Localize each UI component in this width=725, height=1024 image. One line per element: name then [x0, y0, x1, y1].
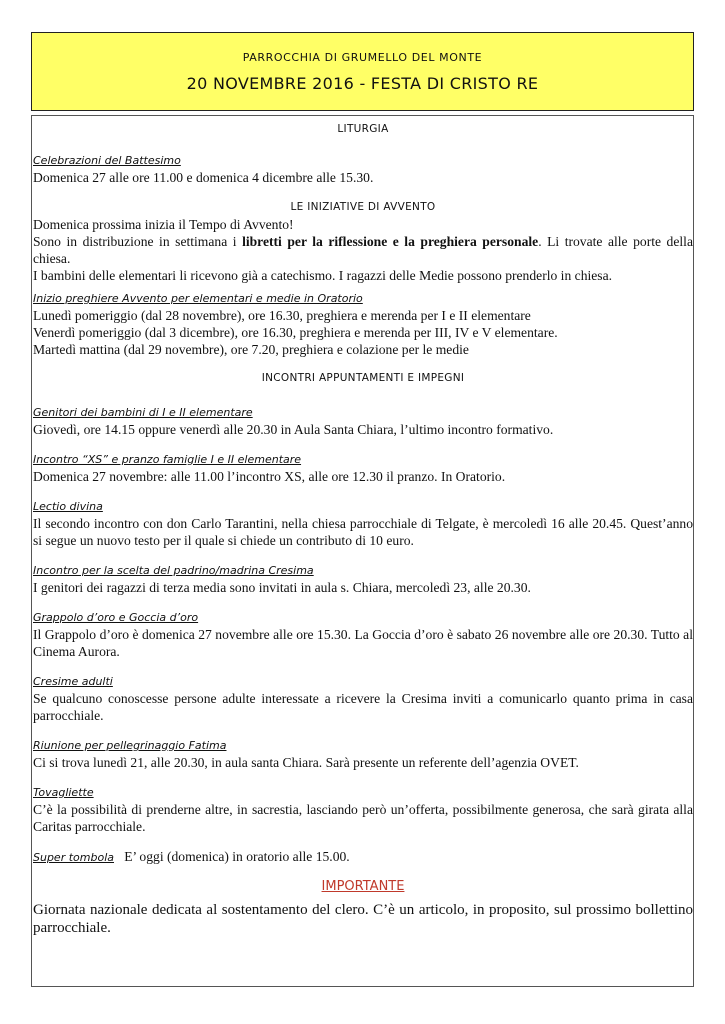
- tombola-line: [33, 848, 693, 866]
- heading-tovagliette: Tovagliette: [33, 786, 94, 799]
- heading-cresime: Cresime adulti: [33, 675, 113, 688]
- list-item: [33, 451, 693, 485]
- heading-grappolo: Grappolo d’oro e Goccia d’oro: [33, 611, 199, 624]
- text-importante: Giornata nazionale dedicata al sostentamento del clero. C’è un articolo, in proposito, sul prossimo bollettino parrocchiale.: [33, 902, 693, 936]
- text-avvento-2: Sono in distribuzione in settimana i libretti per la riflessione e la preghiera personale. Li trovate alle porte della chiesa.: [33, 234, 693, 266]
- list-item: [33, 609, 693, 660]
- list-item: [33, 404, 693, 438]
- heading-lectio: Lectio divina: [33, 500, 103, 513]
- heading-battesimo: Celebrazioni del Battesimo: [33, 154, 181, 167]
- text-padrino: I genitori dei ragazzi di terza media sono invitati in aula s. Chiara, mercoledì 23, alle 20.30.: [33, 580, 531, 595]
- heading-importante: IMPORTANTE: [321, 879, 405, 894]
- list-item: [33, 498, 693, 549]
- list-item: [33, 562, 693, 596]
- text-xs: Domenica 27 novembre: alle 11.00 l’incontro XS, alle ore 12.30 il pranzo. In Oratorio.: [33, 469, 506, 484]
- text-avvento-3: I bambini delle elementari li ricevono già a catechismo. I ragazzi delle Medie possono prenderlo in chiesa.: [33, 268, 613, 283]
- text-cresime: Se qualcuno conoscesse persone adulte interessate a ricevere la Cresima inviti a comunicarlo quanto prima in casa parrocchiale.: [33, 691, 693, 723]
- text-genitori: Giovedì, ore 14.15 oppure venerdì alle 20.30 in Aula Santa Chiara, l’ultimo incontro formativo.: [33, 422, 554, 437]
- text-tovagliette: C’è la possibilità di prenderne altre, in sacrestia, lasciando però un’offerta, possibilmente generosa, che sarà girata alla Caritas parrocchiale.: [33, 802, 693, 834]
- parish-name: PARROCCHIA DI GRUMELLO DEL MONTE: [242, 51, 483, 64]
- heading-preghiere: Inizio preghiere Avvento per elementari e medie in Oratorio: [33, 292, 363, 305]
- heading-fatima: Riunione per pellegrinaggio Fatima: [33, 739, 227, 752]
- section-avvento: LE INIZIATIVE DI AVVENTO: [290, 201, 436, 213]
- text-grappolo: Il Grappolo d’oro è domenica 27 novembre alle ore 15.30. La Goccia d’oro è sabato 26 novembre alle ore 20.30. Tutto al Cinema Aurora.: [33, 627, 693, 659]
- text-tombola: E’ oggi (domenica) in oratorio alle 15.00.: [124, 849, 350, 864]
- text-battesimo: Domenica 27 alle ore 11.00 e domenica 4 dicembre alle 15.30.: [33, 170, 374, 185]
- text-preghiere-2: Venerdì pomeriggio (dal 3 dicembre), ore 16.30, preghiera e merenda per III, IV e V elementare.: [33, 325, 558, 340]
- text-fatima: Ci si trova lunedì 21, alle 20.30, in aula santa Chiara. Sarà presente un referente dell’agenzia OVET.: [33, 755, 579, 770]
- heading-xs: Incontro “XS” e pranzo famiglie I e II elementare: [33, 453, 302, 466]
- list-item: [33, 784, 693, 835]
- section-liturgia: LITURGIA: [337, 123, 389, 135]
- list-item: [33, 737, 693, 771]
- header-banner: [31, 32, 694, 111]
- heading-tombola: Super tombola: [33, 851, 114, 864]
- list-item: [33, 673, 693, 724]
- text-avvento-1: Domenica prossima inizia il Tempo di Avvento!: [33, 217, 294, 232]
- heading-padrino: Incontro per la scelta del padrino/madrina Cresima: [33, 564, 314, 577]
- feast-title: 20 NOVEMBRE 2016 - FESTA DI CRISTO RE: [186, 74, 539, 93]
- section-incontri: INCONTRI APPUNTAMENTI E IMPEGNI: [261, 372, 465, 384]
- bulletin-content: [33, 121, 693, 937]
- text-preghiere-3: Martedì mattina (dal 29 novembre), ore 7.20, preghiera e colazione per le medie: [33, 342, 469, 357]
- text-lectio: Il secondo incontro con don Carlo Tarantini, nella chiesa parrocchiale di Telgate, è mercoledì 16 alle 20.45. Quest’anno si segue un nuovo testo per il quale si chiede un contributo di 10 euro.: [33, 516, 693, 548]
- heading-genitori: Genitori dei bambini di I e II elementare: [33, 406, 253, 419]
- text-preghiere-1: Lunedì pomeriggio (dal 28 novembre), ore 16.30, preghiera e merenda per I e II elementare: [33, 308, 531, 323]
